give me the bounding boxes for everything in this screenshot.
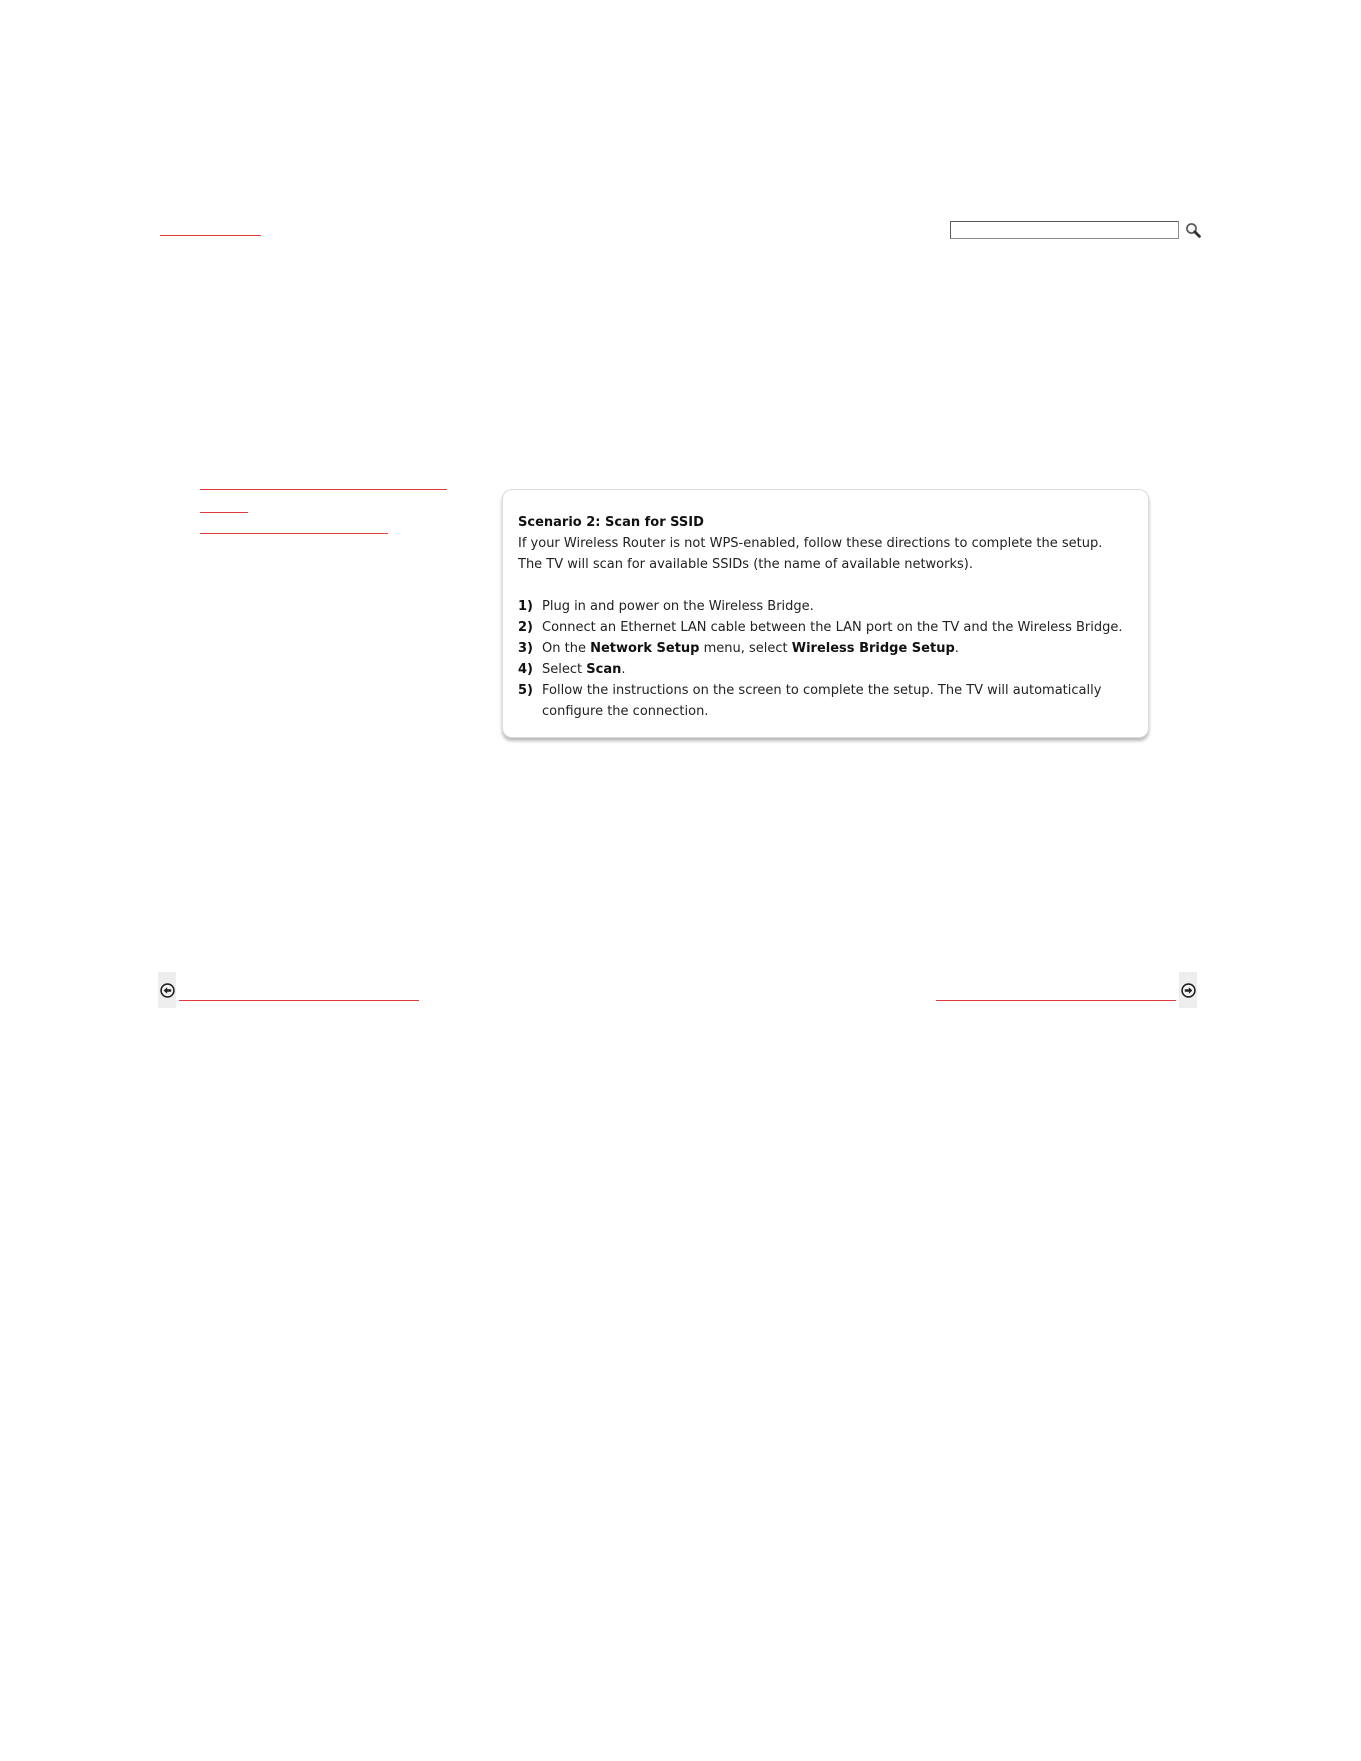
step-item	[518, 680, 1132, 722]
step-text	[542, 659, 626, 680]
arrow-right-circle-icon	[1181, 983, 1196, 998]
search-icon	[1185, 222, 1201, 238]
step-text	[542, 638, 959, 659]
step-text-part: .	[954, 641, 959, 656]
step-text-part: menu, select	[699, 641, 792, 656]
sidebar-link-3[interactable]	[200, 514, 388, 534]
intro-line-2: The TV will scan for available SSIDs (the name of available networks).	[518, 557, 973, 572]
top-link[interactable]	[160, 208, 261, 236]
step-text: Follow the instructions on the screen to complete the setup. The TV will automatically configure the connection.	[542, 683, 1102, 719]
panel-title: Scenario 2: Scan for SSID	[518, 515, 704, 530]
step-number: 5)	[518, 683, 533, 698]
prev-page-button[interactable]	[158, 972, 176, 1008]
search-button[interactable]	[1183, 220, 1203, 240]
steps-list	[518, 596, 1132, 722]
step-number: 1)	[518, 599, 533, 614]
next-page-button[interactable]	[1179, 972, 1197, 1008]
search-input[interactable]	[950, 221, 1179, 239]
step-item	[518, 638, 1132, 659]
step-item	[518, 596, 1132, 617]
intro-line-1: If your Wireless Router is not WPS-enabled, follow these directions to complete the setup.	[518, 536, 1103, 551]
panel-intro	[518, 533, 1132, 575]
prev-page-nav	[158, 972, 419, 1008]
step-number: 2)	[518, 620, 533, 635]
step-text-part: Select	[542, 662, 587, 677]
step-text: Plug in and power on the Wireless Bridge.	[542, 599, 814, 614]
sidebar-link-2[interactable]	[200, 493, 248, 513]
sidebar-link-1[interactable]	[200, 470, 447, 490]
step-number: 3)	[518, 641, 533, 656]
step-text-part: On the	[542, 641, 591, 656]
step-number: 4)	[518, 662, 533, 677]
menu-name-network-setup: Network Setup	[590, 641, 700, 656]
prev-page-link[interactable]	[179, 977, 419, 1001]
menu-item-wireless-bridge-setup: Wireless Bridge Setup	[791, 641, 955, 656]
arrow-left-circle-icon	[160, 983, 175, 998]
search-bar	[950, 219, 1203, 241]
menu-item-scan: Scan	[586, 662, 622, 677]
next-page-link[interactable]	[936, 977, 1176, 1001]
step-item	[518, 659, 1132, 680]
step-item	[518, 617, 1132, 638]
scenario-panel	[502, 489, 1149, 738]
step-text: Connect an Ethernet LAN cable between the LAN port on the TV and the Wireless Bridge.	[542, 620, 1123, 635]
step-text-part: .	[621, 662, 626, 677]
next-page-nav	[936, 972, 1197, 1008]
